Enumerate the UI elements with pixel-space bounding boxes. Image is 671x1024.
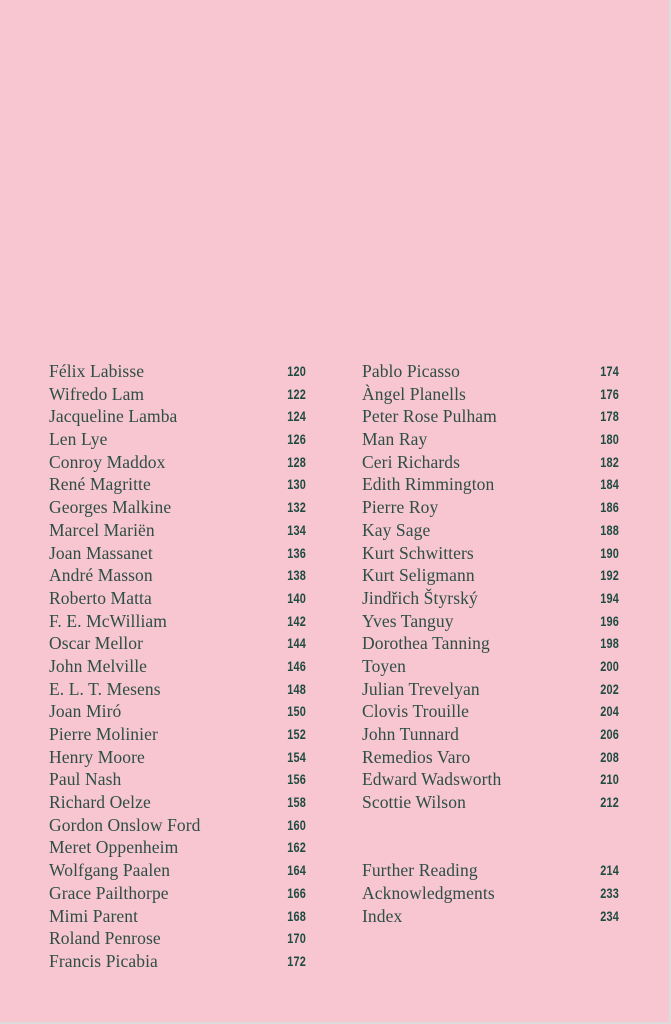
toc-entry-name: Wolfgang Paalen	[49, 860, 171, 881]
toc-entry	[362, 587, 619, 610]
toc-entry-name: Yves Tanguy	[362, 610, 454, 631]
toc-entry	[49, 927, 306, 950]
toc-entry-page: 148	[287, 680, 306, 697]
toc-entry	[49, 950, 306, 973]
toc-entry-name: Clovis Trouille	[362, 701, 470, 722]
toc-entry-page: 192	[600, 567, 619, 584]
toc-entry	[49, 655, 306, 678]
toc-entry-name: Pablo Picasso	[362, 361, 461, 381]
toc-entry-page: 134	[287, 521, 306, 538]
toc-entry-name: F. E. McWilliam	[49, 610, 167, 631]
toc-entry-name: Len Lye	[49, 429, 108, 450]
toc-entry-page: 190	[600, 544, 619, 561]
toc-entry	[362, 542, 619, 565]
toc-entry-page: 164	[287, 862, 306, 879]
toc-entry	[49, 700, 306, 723]
toc-entry-page: 200	[600, 657, 619, 674]
toc-entry-name: Edward Wadsworth	[362, 769, 502, 790]
toc-entry-page: 136	[287, 544, 306, 561]
toc-entry-page: 208	[600, 748, 619, 765]
toc-entry-name: Remedios Varo	[362, 746, 471, 767]
toc-entry-page: 166	[287, 884, 306, 901]
toc-entry-page: 122	[287, 385, 306, 402]
toc-entry-name: Félix Labisse	[49, 361, 145, 381]
toc-entry-name: Kay Sage	[362, 519, 431, 540]
toc-entry-name: Conroy Maddox	[49, 451, 166, 472]
toc-entry	[362, 564, 619, 587]
toc-entry-name: Richard Oelze	[49, 792, 151, 813]
toc-entry	[362, 700, 619, 723]
toc-entry	[362, 360, 619, 383]
toc-entry-page: 178	[600, 408, 619, 425]
toc-entry	[49, 882, 306, 905]
toc-entry	[362, 473, 619, 496]
toc-entry	[49, 836, 306, 859]
toc-entry-name: John Melville	[49, 655, 148, 676]
toc-entry-name: René Magritte	[49, 474, 151, 495]
toc-entry	[362, 610, 619, 633]
toc-entry	[49, 587, 306, 610]
toc-entry-name: Peter Rose Pulham	[362, 406, 497, 427]
toc-entry-name: Henry Moore	[49, 746, 145, 767]
toc-entry-page: 233	[600, 884, 619, 901]
toc-entry-page: 144	[287, 635, 306, 652]
toc-entry-page: 234	[600, 907, 619, 924]
toc-entry-page: 214	[600, 862, 619, 879]
toc-entry-page: 204	[600, 703, 619, 720]
toc-entry-page: 132	[287, 499, 306, 516]
toc-entry	[362, 791, 619, 814]
toc-entry-page: 170	[287, 930, 306, 947]
toc-entry	[49, 632, 306, 655]
toc-entry-page: 172	[287, 952, 306, 969]
toc-entry	[49, 859, 306, 882]
toc-entry	[49, 496, 306, 519]
toc-entry-name: Kurt Schwitters	[362, 542, 474, 563]
toc-entry	[362, 428, 619, 451]
toc-entry-page: 138	[287, 567, 306, 584]
toc-entry-back-matter	[362, 882, 619, 905]
toc-entry-name: Meret Oppenheim	[49, 837, 179, 858]
toc-entry-name: John Tunnard	[362, 724, 459, 744]
toc-entry-page: 126	[287, 431, 306, 448]
toc-entry-page: 202	[600, 680, 619, 697]
toc-entry	[362, 519, 619, 542]
toc-right-column	[362, 360, 619, 927]
toc-entry-name: Paul Nash	[49, 769, 122, 790]
toc-entry-name: Scottie Wilson	[362, 792, 466, 813]
toc-entry	[49, 814, 306, 837]
toc-entry-name: André Masson	[49, 565, 153, 586]
toc-entry-page: 120	[287, 363, 306, 379]
toc-entry	[362, 723, 619, 746]
toc-entry-name: Marcel Mariën	[49, 519, 155, 540]
toc-entry-name: Joan Miró	[49, 701, 122, 722]
toc-entry	[362, 383, 619, 406]
toc-entry	[362, 405, 619, 428]
toc-left-column	[49, 360, 306, 973]
toc-entry-name: Grace Pailthorpe	[49, 882, 169, 903]
toc-entry	[49, 746, 306, 769]
toc-entry-name: Pierre Roy	[362, 497, 439, 518]
toc-entry-name: Toyen	[362, 655, 406, 676]
toc-entry-name: Georges Malkine	[49, 497, 172, 518]
toc-entry-name: Jacqueline Lamba	[49, 406, 178, 427]
toc-entry-page: 140	[287, 589, 306, 606]
toc-entry	[49, 451, 306, 474]
toc-entry-name: Jindřich Štyrský	[362, 587, 478, 608]
toc-entry-name: Àngel Planells	[362, 383, 466, 404]
toc-entry-name: Mimi Parent	[49, 905, 139, 926]
toc-entry-page: 168	[287, 907, 306, 924]
toc-entry-page: 162	[287, 839, 306, 856]
toc-entry	[362, 746, 619, 769]
toc-entry-page: 128	[287, 453, 306, 470]
toc-entry	[49, 405, 306, 428]
toc-entry-page: 176	[600, 385, 619, 402]
toc-entry	[362, 678, 619, 701]
toc-entry-name: Ceri Richards	[362, 451, 461, 472]
toc-entry	[49, 791, 306, 814]
toc-entry-name: Julian Trevelyan	[362, 678, 480, 699]
toc-entry	[49, 564, 306, 587]
toc-entry	[362, 451, 619, 474]
toc-entry	[362, 496, 619, 519]
toc-entry	[49, 723, 306, 746]
toc-entry	[49, 678, 306, 701]
toc-entry-page: 174	[600, 363, 619, 379]
toc-entry-name: Roberto Matta	[49, 587, 152, 608]
toc-entry-name: Kurt Seligmann	[362, 565, 475, 586]
toc-entry-page: 184	[600, 476, 619, 493]
toc-entry-name: Index	[362, 905, 403, 926]
toc-entry-name: Roland Penrose	[49, 928, 161, 949]
toc-entry-page: 194	[600, 589, 619, 606]
toc-entry-page: 182	[600, 453, 619, 470]
toc-entry	[49, 428, 306, 451]
toc-entry-page: 152	[287, 726, 306, 742]
toc-entry	[49, 610, 306, 633]
toc-entry-page: 196	[600, 612, 619, 629]
toc-entry	[49, 905, 306, 928]
toc-entry	[49, 383, 306, 406]
toc-entry-name: Further Reading	[362, 860, 478, 881]
toc-entry-name: Oscar Mellor	[49, 633, 144, 654]
toc-entry-page: 160	[287, 816, 306, 833]
toc-entry-page: 210	[600, 771, 619, 788]
toc-entry-name: Man Ray	[362, 429, 428, 450]
toc-entry	[49, 542, 306, 565]
toc-entry	[362, 632, 619, 655]
toc-entry	[49, 519, 306, 542]
toc-entry-name: Pierre Molinier	[49, 724, 158, 744]
toc-entry-page: 142	[287, 612, 306, 629]
toc-entry-page: 156	[287, 771, 306, 788]
toc-entry-name: Gordon Onslow Ford	[49, 814, 201, 835]
toc-entry-name: Wifredo Lam	[49, 383, 145, 404]
toc-entry	[362, 768, 619, 791]
toc-entry-page: 212	[600, 794, 619, 811]
toc-entry-page: 154	[287, 748, 306, 765]
toc-entry-page: 188	[600, 521, 619, 538]
toc-entry-name: E. L. T. Mesens	[49, 678, 161, 699]
toc-entry-page: 124	[287, 408, 306, 425]
toc-entry-page: 146	[287, 657, 306, 674]
toc-entry-page: 130	[287, 476, 306, 493]
toc-entry-back-matter	[362, 905, 619, 928]
toc-entry-name: Francis Picabia	[49, 950, 158, 971]
toc-entry	[49, 768, 306, 791]
toc-entry	[362, 655, 619, 678]
toc-entry-page: 180	[600, 431, 619, 448]
toc-entry-page: 206	[600, 726, 619, 742]
toc-entry	[49, 360, 306, 383]
toc-entry-name: Edith Rimmington	[362, 474, 495, 495]
toc-entry-name: Acknowledgments	[362, 882, 495, 903]
toc-entry	[49, 473, 306, 496]
toc-entry-page: 186	[600, 499, 619, 516]
toc-entry-name: Joan Massanet	[49, 542, 153, 563]
toc-entry-back-matter	[362, 859, 619, 882]
toc-entry-page: 198	[600, 635, 619, 652]
toc-entry-name: Dorothea Tanning	[362, 633, 490, 654]
toc-entry-page: 158	[287, 794, 306, 811]
toc-entry-page: 150	[287, 703, 306, 720]
